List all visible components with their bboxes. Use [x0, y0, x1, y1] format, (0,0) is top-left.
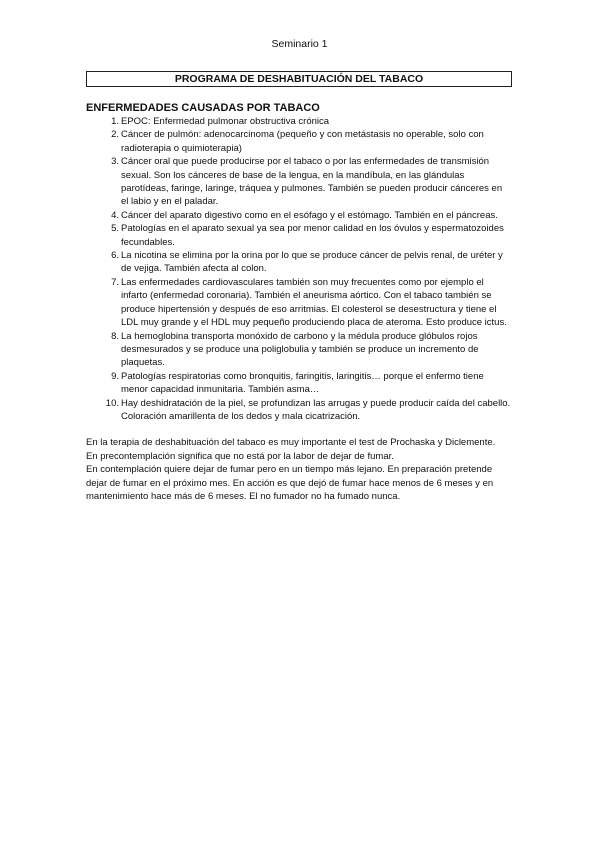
list-item [86, 209, 512, 222]
list-item [86, 330, 512, 370]
item-number: 1. [111, 116, 119, 127]
list-item [86, 155, 512, 209]
item-text: Hay deshidratación de la piel, se profundizan las arrugas y puede producir caída del cabello. Coloración amarillenta de los dedos y mala cicatrización. [121, 397, 511, 422]
item-text: Cáncer oral que puede producirse por el tabaco o por las enfermedades de transmisión sexual. Son los cánceres de base de la lengua, en la mandíbula, en las glándulas parotídeas, faringe, laringe, tráquea y pulmones. También se pueden producir cánceres en el labio y en el paladar. [121, 156, 503, 208]
item-text: La nicotina se elimina por la orina por lo que se produce cáncer de pelvis renal, de uréter y de vejiga. También afecta al colon. [121, 250, 503, 275]
item-text: Cáncer del aparato digestivo como en el esófago y el estómago. También en el páncreas. [121, 209, 498, 221]
document-body [86, 102, 512, 503]
item-number: 6. [111, 250, 119, 262]
item-text: Patologías en el aparato sexual ya sea por menor calidad en los óvulos y espermatozoides fecundables. [121, 223, 504, 248]
item-number: 4. [111, 209, 119, 221]
list-item [86, 276, 512, 330]
item-number: 5. [111, 223, 119, 235]
item-text: La hemoglobina transporta monóxido de carbono y la médula produce glóbulos rojos desmesurados y se produce una poliglobulia y también se produce un incremento de plaquetas. [121, 330, 479, 369]
list-item [86, 128, 512, 155]
paragraph-stages: En contemplación quiere dejar de fumar pero en un tiempo más lejano. En preparación pretende dejar de fumar en el próximo mes. En acción es que dejó de fumar hace menos de 6 meses y en mantenimiento hace más de 6 meses. El no fumador no ha fumado nunca. [86, 464, 494, 502]
stages-text [86, 436, 512, 503]
section-heading: ENFERMEDADES CAUSADAS POR TABACO [86, 102, 320, 114]
paragraph-precontemplation: En precontemplación significa que no está por la labor de dejar de fumar. [86, 450, 394, 462]
item-number: 8. [111, 330, 119, 342]
item-number: 3. [111, 156, 119, 168]
item-number: 7. [111, 276, 119, 288]
list-item [86, 115, 512, 128]
list-item [86, 249, 512, 276]
page-header: Seminario 1 [271, 38, 328, 50]
paragraph-prochaska-test: En la terapia de deshabituación del tabaco es muy importante el test de Prochaska y Diclemente. [86, 437, 496, 449]
list-item [86, 397, 512, 424]
item-number: 10. [105, 397, 119, 409]
document-title: PROGRAMA DE DESHABITUACIÓN DEL TABACO [86, 71, 512, 87]
item-number: 2. [111, 129, 119, 141]
list-item [86, 222, 512, 249]
item-text: Las enfermedades cardiovasculares también son muy frecuentes como por ejemplo el infarto (enfermedad coronaria). También el aneurisma aórtico. Con el tabaco también se produce hipertensión y después de eso arritmias. El colesterol se desestructura y tiene el LDL muy grande y el HDL muy pequeño produciendo placa de ateroma. Esto produce ictus. [121, 276, 507, 329]
disease-list [86, 115, 512, 423]
list-item [86, 370, 512, 397]
item-text: Cáncer de pulmón: adenocarcinoma (pequeño y con metástasis no operable, solo con radioterapia o quimioterapia) [121, 129, 484, 154]
item-number: 9. [111, 370, 119, 382]
item-text: Patologías respiratorias como bronquitis, faringitis, laringitis… porque el enfermo tiene menor capacidad inmunitaria. También asma… [121, 370, 484, 396]
item-text: EPOC: Enfermedad pulmonar obstructiva crónica [121, 116, 330, 127]
